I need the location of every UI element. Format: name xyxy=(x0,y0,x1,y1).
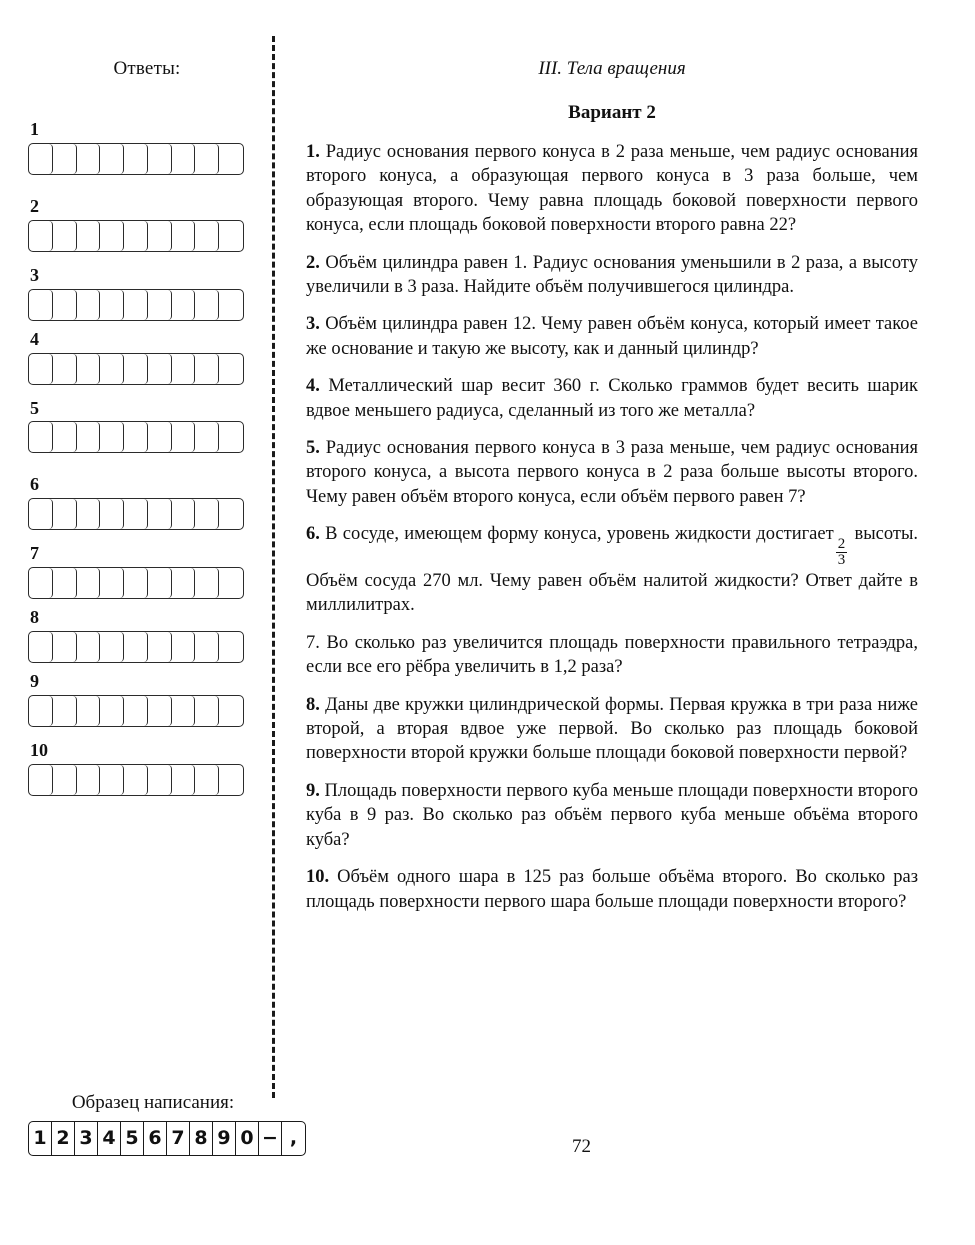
task-text-before-fraction: В сосуде, имеющем форму конуса, уровень жидкости достигает xyxy=(325,524,834,545)
answer-cell[interactable] xyxy=(195,144,219,174)
task-item xyxy=(306,140,918,238)
answer-cell[interactable] xyxy=(29,354,53,384)
sample-character-cell: 8 xyxy=(190,1122,213,1155)
answer-block xyxy=(28,266,260,321)
answer-cell[interactable] xyxy=(53,422,77,452)
answer-input-boxes[interactable] xyxy=(28,567,244,599)
answer-cell[interactable] xyxy=(195,221,219,251)
answers-column xyxy=(28,58,260,805)
task-text: Объём одного шара в 125 раз больше объёма второго. Во сколько раз площадь поверхности первого шара больше площади поверхности второго? xyxy=(306,867,919,912)
answer-block xyxy=(28,544,260,599)
answer-cell[interactable] xyxy=(219,144,243,174)
answer-cell[interactable] xyxy=(219,568,243,598)
sample-character-cell: , xyxy=(289,1127,298,1149)
answer-cell[interactable] xyxy=(100,221,124,251)
answer-cell[interactable] xyxy=(172,765,196,795)
answer-cell[interactable] xyxy=(219,221,243,251)
answer-block xyxy=(28,330,260,385)
answer-cell[interactable] xyxy=(219,354,243,384)
answer-number: 8 xyxy=(30,607,39,628)
answer-cell[interactable] xyxy=(53,499,77,529)
answer-cell[interactable] xyxy=(100,499,124,529)
answer-number: 10 xyxy=(30,740,48,761)
task-number: 10. xyxy=(306,867,330,888)
sample-character-cell: 9 xyxy=(213,1122,236,1155)
answer-cell[interactable] xyxy=(195,499,219,529)
answer-number: 2 xyxy=(30,195,39,216)
answer-cell[interactable] xyxy=(100,422,124,452)
page-number: 72 xyxy=(572,1136,591,1157)
answer-input-boxes[interactable] xyxy=(28,695,244,727)
chapter-title: III. Тела вращения xyxy=(538,58,686,79)
answer-cell[interactable] xyxy=(53,221,77,251)
answer-cell[interactable] xyxy=(219,422,243,452)
answer-block xyxy=(28,399,260,454)
task-number: 9. xyxy=(306,780,320,801)
task-text: Площадь поверхности первого куба меньше площади поверхности второго куба в 9 раз. Во сколько раз объём первого куба меньше объёма второго куба? xyxy=(306,780,918,850)
answer-input-boxes[interactable] xyxy=(28,353,244,385)
answer-cell[interactable] xyxy=(77,499,101,529)
answer-cell[interactable] xyxy=(100,632,124,662)
tasks-container xyxy=(306,140,918,914)
fraction-denominator: 3 xyxy=(837,552,846,569)
answer-cell[interactable] xyxy=(219,696,243,726)
answer-cell[interactable] xyxy=(148,290,172,320)
answer-cell[interactable] xyxy=(29,221,53,251)
sample-character-cell: 3 xyxy=(75,1122,98,1155)
task-number: 6. xyxy=(306,524,320,545)
answer-cell[interactable] xyxy=(29,499,53,529)
answer-cell[interactable] xyxy=(124,696,148,726)
answer-cell[interactable] xyxy=(53,568,77,598)
task-item xyxy=(306,436,918,509)
answer-cell[interactable] xyxy=(172,144,196,174)
answer-cell[interactable] xyxy=(195,765,219,795)
answer-cell[interactable] xyxy=(124,354,148,384)
task-number: 1. xyxy=(306,142,320,162)
task-number: 3. xyxy=(306,314,320,335)
answer-cell[interactable] xyxy=(124,144,148,174)
answer-cell[interactable] xyxy=(124,632,148,662)
answer-input-boxes[interactable] xyxy=(28,421,244,453)
answer-number: 3 xyxy=(30,264,39,285)
answer-cell[interactable] xyxy=(219,632,243,662)
answer-block xyxy=(28,120,260,175)
answer-cell[interactable] xyxy=(172,422,196,452)
answer-number: 9 xyxy=(30,671,39,692)
answer-input-boxes[interactable] xyxy=(28,764,244,796)
answer-cell[interactable] xyxy=(77,422,101,452)
tasks-column xyxy=(306,58,918,927)
sample-character-cell: 1 xyxy=(29,1122,52,1155)
task-item xyxy=(306,631,918,680)
answer-cell[interactable] xyxy=(172,499,196,529)
answer-cell[interactable] xyxy=(100,568,124,598)
answer-cell[interactable] xyxy=(148,632,172,662)
answer-input-boxes[interactable] xyxy=(28,220,244,252)
answer-cell[interactable] xyxy=(29,765,53,795)
answer-cell[interactable] xyxy=(148,568,172,598)
sample-character-cell: 4 xyxy=(98,1122,121,1155)
answer-cell[interactable] xyxy=(53,765,77,795)
sample-character-cell: − xyxy=(259,1122,282,1155)
task-item xyxy=(306,374,918,423)
answer-input-boxes[interactable] xyxy=(28,498,244,530)
answer-cell[interactable] xyxy=(53,144,77,174)
answer-input-boxes[interactable] xyxy=(28,143,244,175)
answer-cell[interactable] xyxy=(172,221,196,251)
task-text: Даны две кружки цилиндрической формы. Первая кружка в три раза ниже второй, а вторая вдвое уже первой. Во сколько раз площадь боковой поверхности второй кружки больше площади боковой поверхности первой? xyxy=(306,694,919,764)
answer-cell[interactable] xyxy=(124,290,148,320)
sample-character-cell: 0 xyxy=(236,1122,259,1155)
sample-character-cell: 7 xyxy=(167,1122,190,1155)
answer-cell[interactable] xyxy=(124,221,148,251)
answer-block xyxy=(28,608,260,663)
task-number: 4. xyxy=(306,376,320,397)
answer-cell[interactable] xyxy=(53,632,77,662)
sample-writing-row xyxy=(28,1121,306,1156)
answer-number: 6 xyxy=(30,474,39,495)
sample-writing-block xyxy=(28,1092,298,1156)
answer-cell[interactable] xyxy=(29,568,53,598)
answer-cell[interactable] xyxy=(53,290,77,320)
task-item xyxy=(306,312,918,361)
answer-cell[interactable] xyxy=(148,765,172,795)
answer-number: 4 xyxy=(30,328,39,349)
answer-cell[interactable] xyxy=(100,696,124,726)
answer-cell[interactable] xyxy=(100,354,124,384)
answer-cell[interactable] xyxy=(148,354,172,384)
answer-block xyxy=(28,475,260,530)
answer-cell[interactable] xyxy=(172,290,196,320)
task-number: 2. xyxy=(306,252,320,273)
answer-cell[interactable] xyxy=(148,422,172,452)
task-text: Объём цилиндра равен 1. Радиус основания уменьшили в 2 раза, а высоту увеличили в 3 раза. Найдите объём получившегося цилиндра. xyxy=(306,252,918,298)
answer-cell[interactable] xyxy=(77,354,101,384)
answer-cell[interactable] xyxy=(53,696,77,726)
answer-block xyxy=(28,197,260,252)
fraction xyxy=(836,537,848,570)
sample-character-cell: 2 xyxy=(52,1122,75,1155)
answer-cell[interactable] xyxy=(195,568,219,598)
answer-cell[interactable] xyxy=(100,765,124,795)
task-text: Объём цилиндра равен 12. Чему равен объём конуса, который имеет такое же основание и такую же высоту, как и данный цилиндр? xyxy=(306,314,918,359)
answer-cell[interactable] xyxy=(124,568,148,598)
task-number: 8. xyxy=(306,694,320,715)
task-text: Во сколько раз увеличится площадь поверхности правильного тетраэдра, если все его рёбра увеличить в 1,2 раза? xyxy=(306,632,918,678)
task-number: 7. xyxy=(306,632,320,653)
task-text: Радиус основания первого конуса в 2 раза меньше, чем радиус основания второго конуса, а образующая первого конуса в 3 раза больше, чем образующая второго. Чему равна площадь боковой поверхности первого конуса, если площадь боковой поверхности второго равна 22? xyxy=(306,142,918,236)
answer-block xyxy=(28,741,260,796)
answer-block xyxy=(28,672,260,727)
answer-cell[interactable] xyxy=(219,499,243,529)
answer-cell[interactable] xyxy=(77,696,101,726)
answer-cell[interactable] xyxy=(124,422,148,452)
fraction-numerator: 2 xyxy=(837,535,846,552)
sample-character-cell: 6 xyxy=(144,1122,167,1155)
answer-cell[interactable] xyxy=(124,765,148,795)
answer-input-boxes[interactable] xyxy=(28,289,244,321)
answer-cell[interactable] xyxy=(124,499,148,529)
answer-cell[interactable] xyxy=(148,221,172,251)
answer-cell[interactable] xyxy=(195,632,219,662)
task-item xyxy=(306,693,918,766)
answer-cell[interactable] xyxy=(195,354,219,384)
task-text: Металлический шар весит 360 г. Сколько граммов будет весить шарик вдвое меньшего радиуса, сделанный из того же металла? xyxy=(306,376,919,421)
answer-cell[interactable] xyxy=(195,290,219,320)
answer-cell[interactable] xyxy=(195,422,219,452)
answer-number: 1 xyxy=(30,119,39,139)
sample-character-cell: 5 xyxy=(121,1122,144,1155)
answers-title: Ответы: xyxy=(113,58,181,79)
answer-cell[interactable] xyxy=(29,422,53,452)
answer-cell[interactable] xyxy=(29,632,53,662)
task-item xyxy=(306,779,918,852)
answer-cell[interactable] xyxy=(77,290,101,320)
answer-cell[interactable] xyxy=(53,354,77,384)
task-item xyxy=(306,251,918,300)
answer-cell[interactable] xyxy=(172,696,196,726)
answer-cell[interactable] xyxy=(77,765,101,795)
answer-cell[interactable] xyxy=(77,632,101,662)
answer-cell[interactable] xyxy=(195,696,219,726)
answer-cell[interactable] xyxy=(172,354,196,384)
answer-cell[interactable] xyxy=(148,696,172,726)
answer-number: 5 xyxy=(30,397,39,418)
answer-cell[interactable] xyxy=(100,290,124,320)
answer-input-boxes[interactable] xyxy=(28,631,244,663)
task-item xyxy=(306,865,918,914)
variant-title: Вариант 2 xyxy=(568,102,656,123)
answer-cell[interactable] xyxy=(219,765,243,795)
answer-number: 7 xyxy=(30,543,39,564)
vertical-dashed-divider xyxy=(272,36,275,1098)
answer-cell[interactable] xyxy=(172,632,196,662)
answer-cell[interactable] xyxy=(100,144,124,174)
answer-cell[interactable] xyxy=(219,290,243,320)
task-text: Радиус основания первого конуса в 3 раза меньше, чем радиус основания второго конуса, а высота первого конуса в 2 раза больше высоты второго. Чему равен объём второго конуса, если объём первого равен 7? xyxy=(306,438,918,507)
answer-cell[interactable] xyxy=(77,144,101,174)
answer-cell[interactable] xyxy=(29,696,53,726)
sample-writing-label: Образец написания: xyxy=(71,1092,235,1113)
answer-cell[interactable] xyxy=(77,221,101,251)
answer-cell[interactable] xyxy=(148,499,172,529)
answer-cell[interactable] xyxy=(29,290,53,320)
answer-rows-container xyxy=(28,120,260,796)
task-text-after-fraction: высоты. Объём сосуда 270 мл. Чему равен объём налитой жидкости? Ответ дайте в миллилитрах. xyxy=(306,524,918,616)
answer-cell[interactable] xyxy=(77,568,101,598)
task-item xyxy=(306,522,918,618)
answer-cell[interactable] xyxy=(172,568,196,598)
answer-cell[interactable] xyxy=(148,144,172,174)
task-number: 5. xyxy=(306,438,320,459)
answer-cell[interactable] xyxy=(29,144,53,174)
